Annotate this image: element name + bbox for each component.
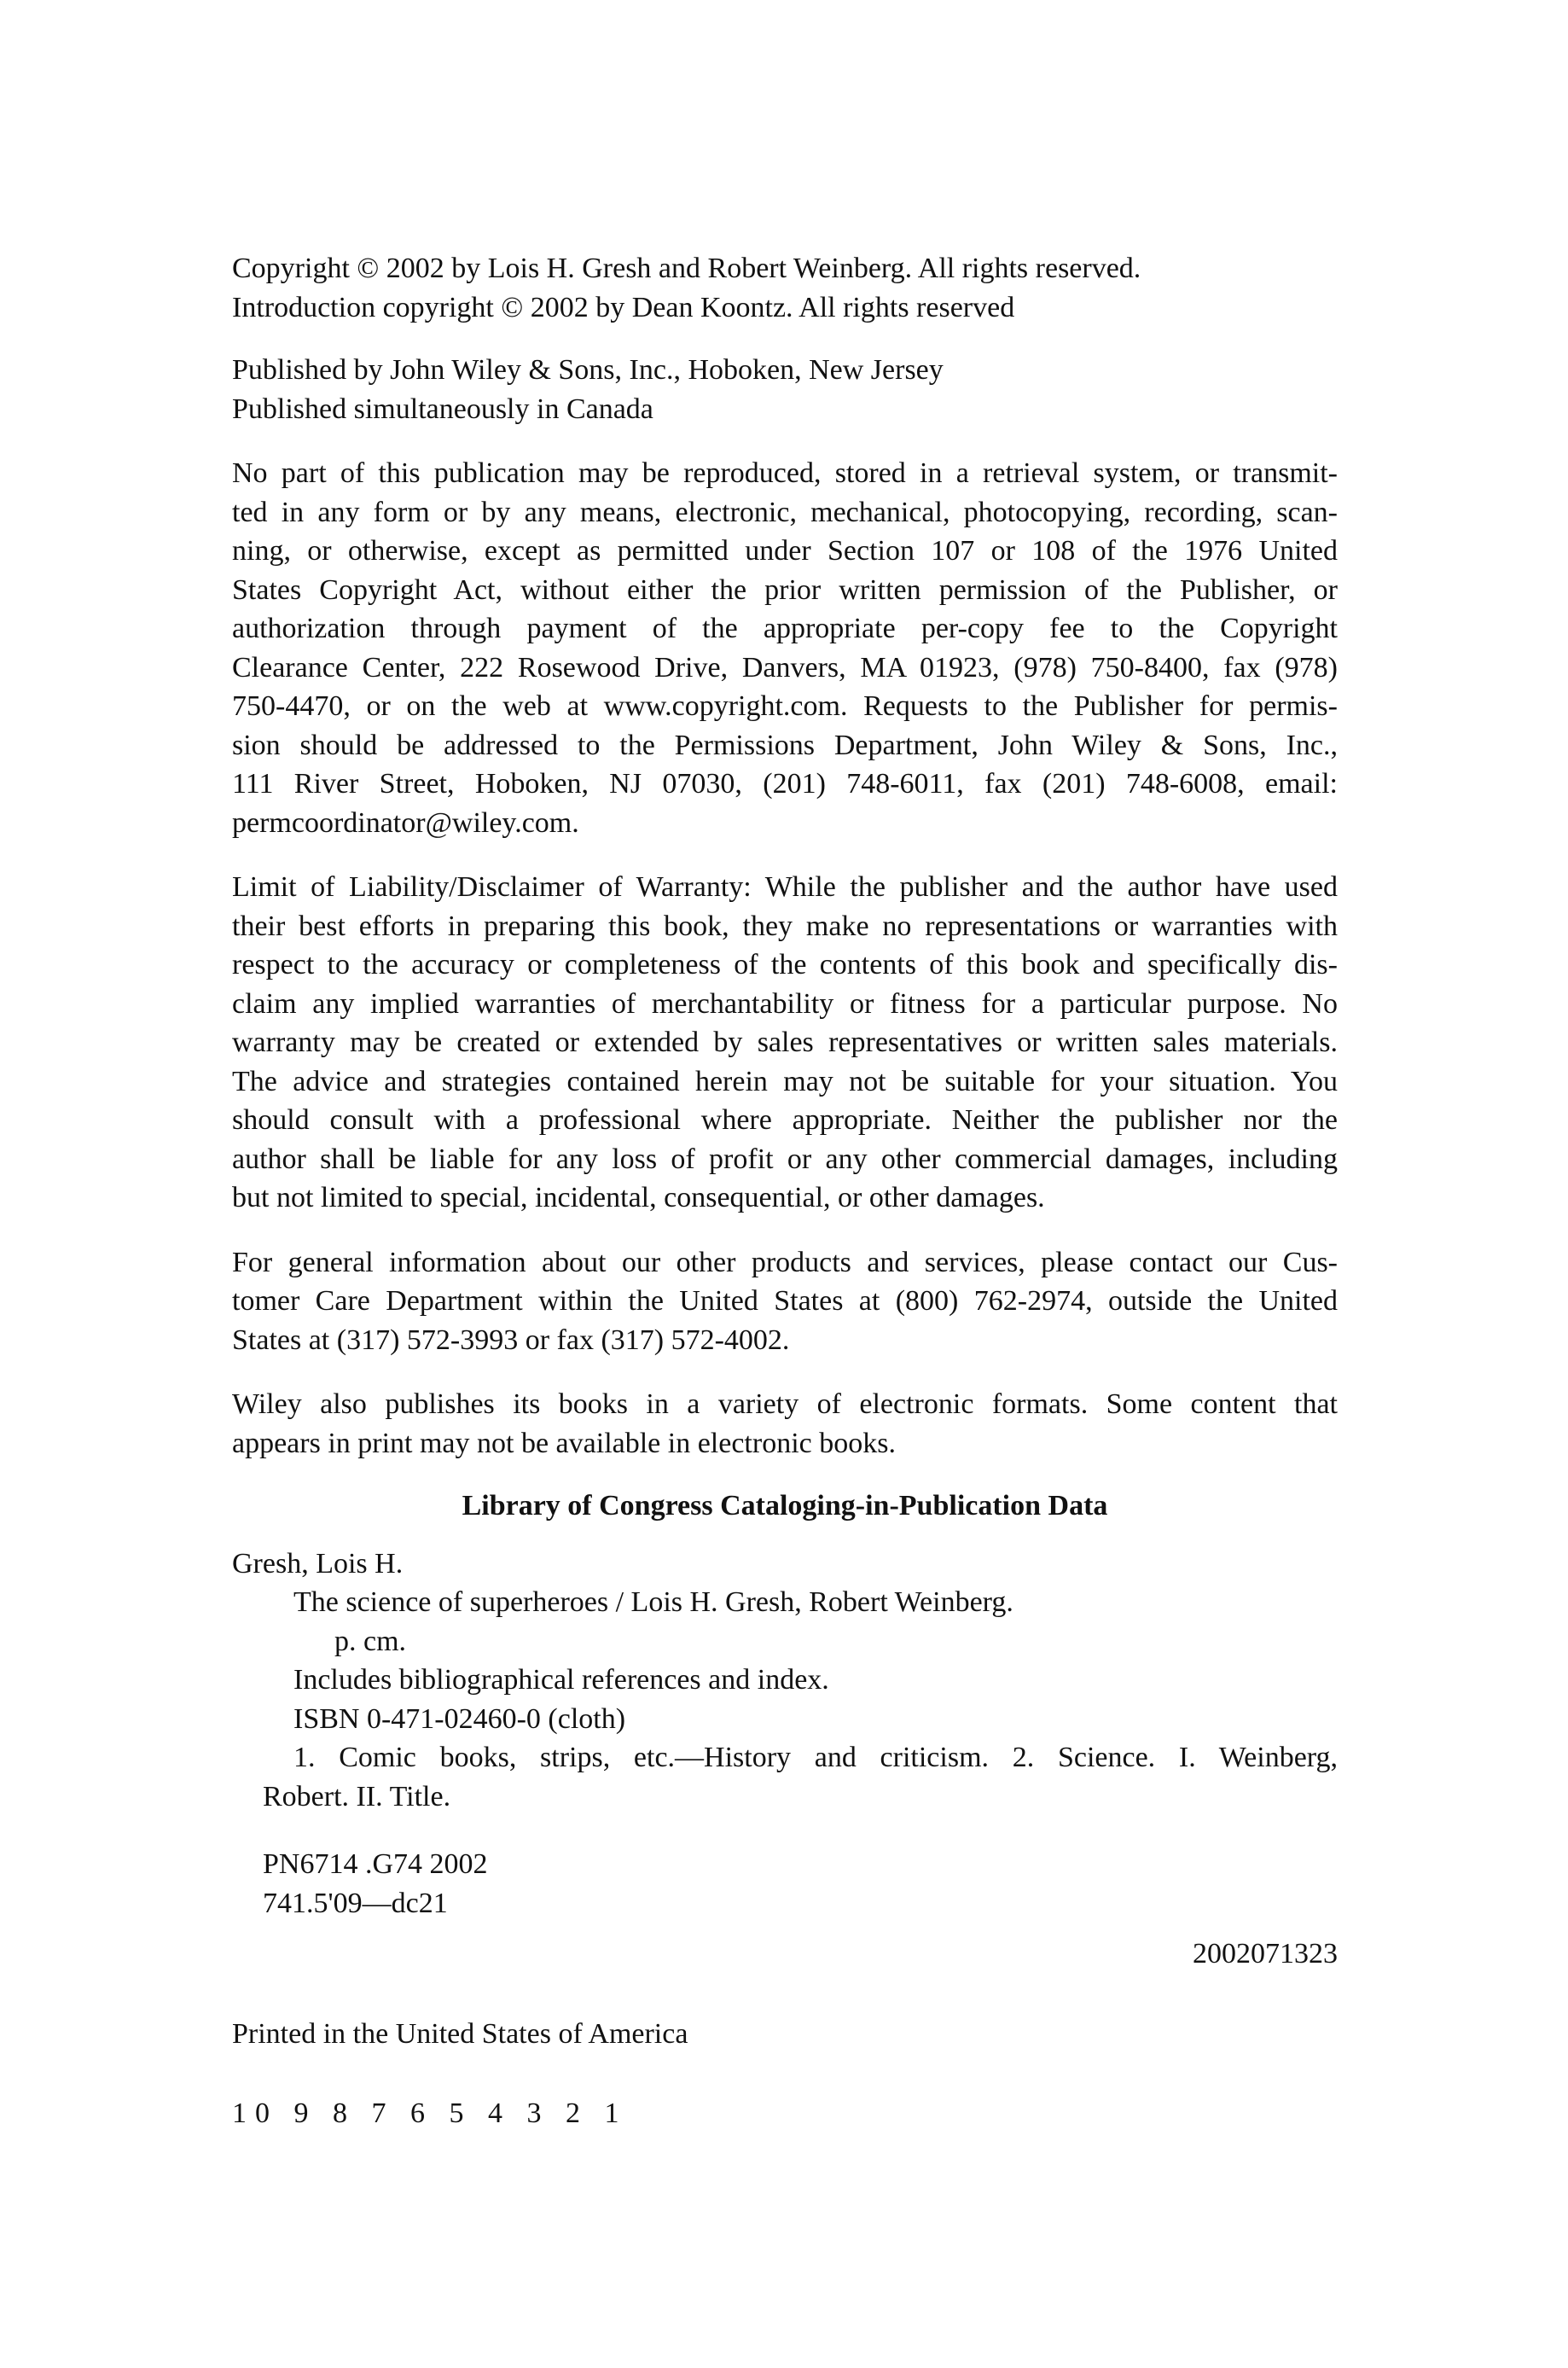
paragraph-line: 111 River Street, Hoboken, NJ 07030, (201) 748-6011, fax (201) 748-6008, email: (232, 768, 1338, 800)
paragraph-line: Clearance Center, 222 Rosewood Drive, Danvers, MA 01923, (978) 750-8400, fax (978) (232, 651, 1338, 684)
cip-heading: Library of Congress Cataloging-in-Publication Data (462, 1490, 1108, 1521)
general-info-paragraph (232, 1243, 1338, 1360)
copyright-notice (232, 249, 1338, 327)
introduction-copyright-line: Introduction copyright © 2002 by Dean Koontz. All rights reserved (232, 291, 1015, 323)
paragraph-line: sion should be addressed to the Permissions Department, John Wiley & Sons, Inc., (232, 729, 1338, 761)
paragraph-line: States at (317) 572-3993 or fax (317) 572-4002. (232, 1324, 790, 1356)
cip-author: Gresh, Lois H. (232, 1547, 404, 1580)
paragraph-line: authorization through payment of the appropriate per-copy fee to the Copyright (232, 613, 1338, 644)
cip-dewey: 741.5'09—dc21 (263, 1887, 448, 1919)
paragraph-line: claim any implied warranties of merchantability or fitness for a particular purpose. No (232, 987, 1338, 1020)
paragraph-line: ning, or otherwise, except as permitted under Section 107 or 108 of the 1976 United (232, 535, 1338, 567)
disclaimer-paragraph (232, 868, 1338, 1218)
cip-pages: p. cm. (334, 1625, 407, 1657)
permissions-paragraph (232, 454, 1338, 842)
paragraph-line: The advice and strategies contained herein may not be suitable for your situation. You (232, 1065, 1338, 1097)
cip-record (232, 1545, 1338, 1817)
paragraph-line: author shall be liable for any loss of profit or any other commercial damages, including (232, 1143, 1338, 1175)
cip-lccn: 2002071323 (1193, 1938, 1338, 1969)
paragraph-line: 750-4470, or on the web at www.copyright.com. Requests to the Publisher for permis- (232, 690, 1338, 722)
paragraph-line: appears in print may not be available in electronic books. (232, 1427, 896, 1459)
paragraph-line: their best efforts in preparing this book, they make no representations or warranties with (232, 910, 1338, 942)
paragraph-line: No part of this publication may be reproduced, stored in a retrieval system, or transmit- (232, 457, 1338, 489)
cip-isbn: ISBN 0-471-02460-0 (cloth) (293, 1702, 626, 1735)
copyright-page (232, 249, 1338, 2133)
paragraph-line: States Copyright Act, without either the prior written permission of the Publisher, or (232, 573, 1338, 606)
electronic-formats-paragraph (232, 1385, 1338, 1463)
paragraph-line: Limit of Liability/Disclaimer of Warranty: While the publisher and the author have used (232, 871, 1338, 903)
paragraph-line: Wiley also publishes its books in a variety of electronic formats. Some content that (232, 1388, 1338, 1420)
publisher-info (232, 351, 1338, 428)
paragraph-line: ted in any form or by any means, electronic, mechanical, photocopying, recording, scan- (232, 496, 1338, 528)
paragraph-line: For general information about our other products and services, please contact our Cus- (232, 1246, 1338, 1278)
cip-call-numbers (232, 1845, 1338, 1923)
cip-title: The science of superheroes / Lois H. Gresh, Robert Weinberg. (293, 1586, 1013, 1618)
paragraph-line: permcoordinator@wiley.com. (232, 806, 579, 839)
copyright-line: Copyright © 2002 by Lois H. Gresh and Robert Weinberg. All rights reserved. (232, 253, 1141, 284)
cip-subjects: 1. Comic books, strips, etc.—History and criticism. 2. Science. I. Weinberg, (293, 1742, 1338, 1773)
cip-call-number: PN6714 .G74 2002 (263, 1848, 488, 1880)
printed-in: Printed in the United States of America (232, 2017, 688, 2050)
paragraph-line: but not limited to special, incidental, consequential, or other damages. (232, 1182, 1045, 1213)
cip-includes: Includes bibliographical references and index. (293, 1664, 829, 1696)
published-canada-line: Published simultaneously in Canada (232, 393, 653, 425)
paragraph-line: should consult with a professional where appropriate. Neither the publisher nor the (232, 1104, 1338, 1136)
paragraph-line: tomer Care Department within the United States at (800) 762-2974, outside the United (232, 1285, 1338, 1317)
paragraph-line: respect to the accuracy or completeness of the contents of this book and specifically dis- (232, 949, 1338, 980)
published-by-line: Published by John Wiley & Sons, Inc., Hoboken, New Jersey (232, 354, 944, 386)
print-line: 10 9 8 7 6 5 4 3 2 1 (232, 2097, 628, 2129)
paragraph-line: warranty may be created or extended by sales representatives or written sales materials. (232, 1027, 1338, 1058)
cip-subjects-continued: Robert. II. Title. (263, 1780, 451, 1812)
